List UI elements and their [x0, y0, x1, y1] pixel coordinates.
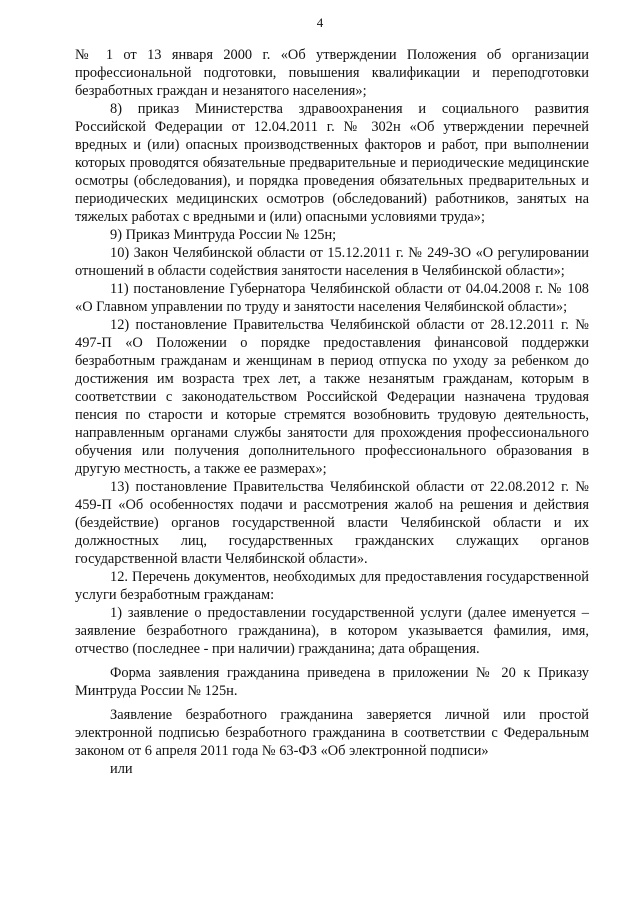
paragraph-item-12: 12) постановление Правительства Челябинской области от 28.12.2011 г. № 497-П «О Положении о порядке предоставления финансовой поддержки безработным гражданам и женщинам в период отпуска по уходу за ребенком до достижения им возраста трех лет, а также незанятым гражданам, которым в соответствии с законодательством Российской Федерации назначена трудовая пенсия по старости и которые стремятся возобновить трудовую деятельность, направленным органами службы занятости для прохождения профессионального обучения или получения дополнительного профессионального образования в другую местность, а также ее размерах»;: [75, 317, 589, 477]
paragraph-continuation: № 1 от 13 января 2000 г. «Об утверждении Положения об организации профессиональной подготовки, повышения квалификации и переподготовки безработных граждан и незанятого населения»;: [75, 47, 589, 99]
paragraph-item-13: 13) постановление Правительства Челябинской области от 22.08.2012 г. № 459-П «Об особенностях подачи и рассмотрения жалоб на решения и действия (бездействие) органов государственной власти Челябинской области и их должностных лиц, государственных гражданских служащих органов государственной власти Челябинской области».: [75, 479, 589, 567]
paragraph-form-note: Форма заявления гражданина приведена в приложении № 20 к Приказу Минтруда России № 125н.: [75, 665, 589, 699]
paragraph-item-9: 9) Приказ Минтруда России № 125н;: [110, 227, 337, 243]
paragraph-section-12: 12. Перечень документов, необходимых для предоставления государственной услуги безработным гражданам:: [75, 569, 589, 603]
paragraph-or: или: [110, 761, 133, 777]
document-body: [75, 46, 589, 778]
paragraph-item-8: 8) приказ Министерства здравоохранения и социального развития Российской Федерации от 12.04.2011 г. № 302н «Об утверждении перечней вредных и (или) опасных производственных факторов и работ, при выполнении которых проводятся обязательные предварительные и периодические медицинские осмотры (обследования), и порядка проведения обязательных предварительных и периодических медицинских осмотров (обследований) работников, занятых на тяжелых работах с вредными и (или) опасными условиями труда»;: [75, 101, 589, 225]
paragraph-item-11: 11) постановление Губернатора Челябинской области от 04.04.2008 г. № 108 «О Главном управлении по труду и занятости населения Челябинской области»;: [75, 281, 589, 315]
paragraph-item-10: 10) Закон Челябинской области от 15.12.2011 г. № 249-ЗО «О регулировании отношений в области содействия занятости населения в Челябинской области»;: [75, 245, 589, 279]
page-number: 4: [316, 15, 324, 30]
paragraph-subitem-1: 1) заявление о предоставлении государственной услуги (далее именуется – заявление безработного гражданина), в котором указывается фамилия, имя, отчество (последнее - при наличии) гражданина; дата обращения.: [75, 605, 589, 657]
paragraph-signature-note: Заявление безработного гражданина заверяется личной или простой электронной подписью безработного гражданина в соответствии с Федеральным законом от 6 апреля 2011 года № 63-ФЗ «Об электронной подписи»: [75, 707, 589, 759]
